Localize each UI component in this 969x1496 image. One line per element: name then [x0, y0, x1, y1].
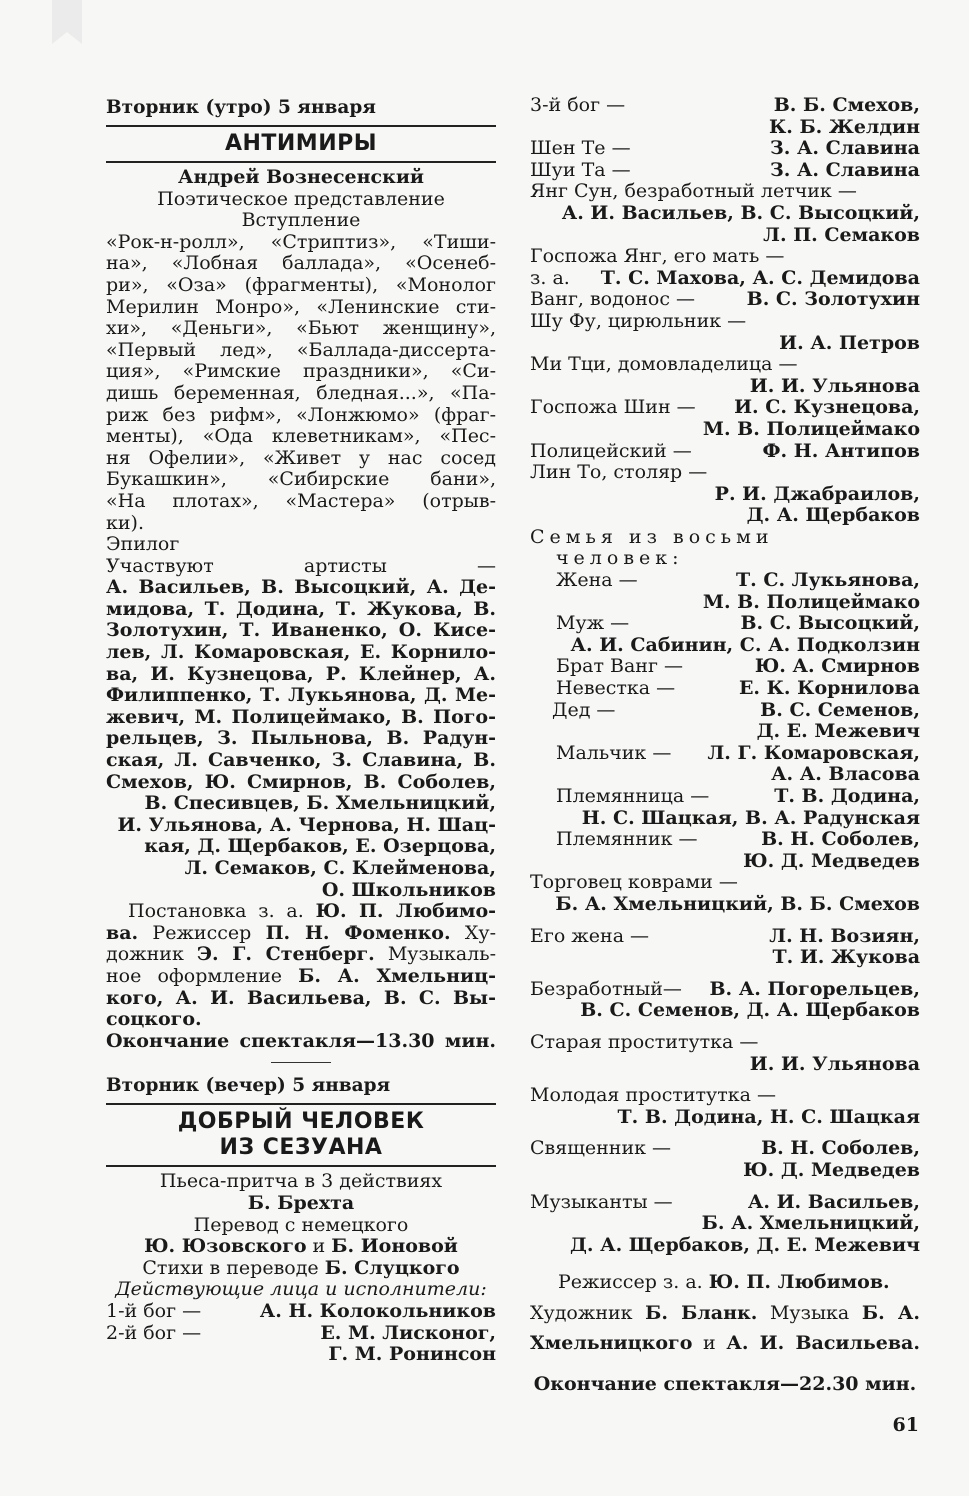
role-name: Дед — [552, 698, 616, 721]
role-actor: В. Н. Соболев, [761, 1137, 920, 1160]
right-cast-list [530, 95, 920, 1272]
poem-program [106, 232, 496, 513]
staging-part: Б. А. Хмельниц- [298, 964, 496, 987]
role-name: Торговец коврами — [530, 871, 738, 894]
play2-end-time: Окончание спектакля—22.30 мин. [533, 1373, 917, 1396]
spacer [530, 1182, 920, 1192]
role-actor: Ю. А. Смирнов [754, 655, 920, 678]
play-title-line1: ДОБРЫЙ ЧЕЛОВЕК [177, 1109, 425, 1135]
cast-line: И. Ульянова, А. Чернова, Н. Шац- [117, 813, 496, 836]
role-actor-cont: К. Б. Желдин [768, 115, 920, 138]
role-row [530, 926, 920, 948]
role-row [530, 289, 920, 311]
staging-part: ное оформление [106, 964, 299, 987]
role-name: Госпожа Янг, его мать — [530, 245, 785, 268]
role-actor-cont: М. В. Полицеймако [702, 590, 920, 613]
translator-2: Б. Ионовой [331, 1235, 458, 1258]
role-row [530, 979, 920, 1001]
credit-part: Хмельницкого [530, 1332, 693, 1355]
cast-line: жевич, М. Полицеймако, В. Пого- [106, 705, 496, 728]
role-row [530, 138, 920, 160]
role-name: 2-й бог — [106, 1321, 202, 1344]
role-name: Ми Тци, домовладелица — [530, 353, 798, 376]
cast-line: Л. Семаков, С. Клейменова, [184, 857, 496, 879]
family-heading: Семья из восьми [530, 525, 774, 548]
cast-line: О. Школьников [321, 878, 496, 901]
role-name: Священник — [530, 1137, 672, 1160]
role-actor: В. Н. Соболев, [761, 828, 920, 851]
role-name: Шен Те — [530, 137, 631, 160]
translator-1: Ю. Юзовского [144, 1235, 307, 1258]
role-name: Племянница — [556, 785, 710, 807]
role-row [530, 743, 920, 765]
play-title-line2: ИЗ СЕЗУАНА [219, 1135, 383, 1161]
credit-part: Б. А. [861, 1301, 920, 1324]
staging-part: Постановка з. а. [128, 900, 316, 923]
role-actors: А. И. Васильев, В. С. Высоцкий, [561, 201, 920, 224]
credit-part: Художник [530, 1301, 646, 1324]
cast-line: ская, Л. Савченко, З. Славина, В. [106, 749, 496, 772]
role-actor: Ф. Н. Антипов [762, 439, 920, 462]
staging-part: кого, А. И. Васильева, В. С. Вы- [106, 986, 496, 1009]
verses-label: Стихи в переводе [142, 1256, 325, 1279]
family-heading: человек: [556, 547, 684, 570]
staging-line [106, 1009, 496, 1031]
play2-translation: Перевод с немецкого [193, 1213, 409, 1236]
role-actors: Б. А. Хмельницкий, В. Б. Смехов [555, 892, 920, 915]
play-title-antimiry: АНТИМИРЫ [224, 131, 378, 156]
role-name: Госпожа Шин — [530, 396, 696, 419]
roles-list [106, 1301, 496, 1344]
cast-line: кая, Д. Щербаков, Е. Озерцова, [144, 835, 496, 858]
verses-translator: Б. Слуцкого [324, 1256, 460, 1279]
role-actor: Т. В. Додина, [774, 785, 920, 807]
program-line: риж без рифм», «Лонжюмо» (фраг- [106, 403, 496, 426]
role-actor-cont: Т. И. Жукова [772, 946, 920, 969]
role-actor: И. С. Кузнецова, [734, 396, 920, 419]
role-row [106, 1323, 496, 1345]
play-genre: Поэтическое представление [157, 187, 445, 210]
epilogue: Эпилог [106, 533, 180, 556]
role-row [530, 656, 920, 678]
program-line: ция», «Римские праздники», «Си- [106, 360, 496, 383]
role-name: Муж — [556, 612, 630, 635]
page-number: 61 [892, 1414, 919, 1436]
role-row [530, 829, 920, 851]
role-actor-cont: И. И. Ульянова [749, 374, 920, 397]
role-row [530, 613, 920, 635]
cast-line: А. Васильев, В. Высоцкий, А. Де- [106, 576, 496, 599]
role-row [530, 678, 920, 700]
program-line: хи», «Деньги», «Бьют женщину», [106, 317, 496, 340]
role-name: Жена — [556, 569, 638, 592]
credit-line [530, 1272, 920, 1294]
role-row [530, 95, 920, 117]
role-actor: З. А. Славина [770, 137, 920, 160]
staging-part: ва. [106, 921, 139, 944]
staging-part: П. Н. Фоменко. [265, 921, 451, 944]
role-actor-cont: Г. М. Ронинсон [328, 1343, 496, 1366]
role-actor-cont: Б. А. Хмельницкий, [701, 1212, 920, 1235]
role-actor-cont: Л. П. Семаков [763, 223, 920, 246]
role-actor-cont: Д. Е. Межевич [756, 720, 920, 743]
role-actor: Т. С. Махова, А. С. Демидова [600, 266, 920, 289]
role-name: Шуи Та — [530, 158, 631, 181]
staging-part: Ху- [450, 921, 496, 944]
cast-intro: Участвуют артисты — [106, 554, 496, 577]
role-actor: В. Б. Смехов, [773, 94, 920, 116]
program-line: «Первый лед», «Баллада-диссерта- [106, 338, 496, 361]
play2-verses [106, 1258, 496, 1280]
divider [106, 1165, 496, 1167]
program-line: дишь беременная, бледная...», «Па- [106, 381, 496, 404]
role-actor: Е. М. Лисконог, [320, 1321, 496, 1344]
role-name: Музыканты — [530, 1190, 673, 1213]
credit-part: Музыка [757, 1301, 862, 1324]
divider [106, 1103, 496, 1105]
day-heading-evening: Вторник (вечер) 5 января [106, 1075, 391, 1097]
day-heading-morning: Вторник (утро) 5 января [106, 97, 376, 118]
role-actor-cont: М. В. Полицеймако [702, 417, 920, 440]
role-actors: А. И. Сабинин, С. А. Подколзин [570, 633, 920, 656]
credit-part: Режиссер з. а. [558, 1271, 709, 1294]
bookmark-icon[interactable] [52, 0, 82, 44]
role-name: Старая проститутка — [530, 1030, 759, 1053]
credit-line [530, 1303, 920, 1325]
role-name: Шу Фу, цирюльник — [530, 309, 747, 332]
role-actor: В. С. Золотухин [746, 288, 920, 311]
role-actor-cont: Р. И. Джабраилов, [714, 482, 920, 505]
role-row [530, 570, 920, 592]
staging-line [106, 901, 496, 923]
play-end-time: Окончание спектакля—13.30 мин. [106, 1029, 496, 1052]
role-name: Янг Сун, безработный летчик — [530, 180, 857, 203]
role-row [530, 786, 920, 808]
role-row [530, 1192, 920, 1214]
credit-part: и [692, 1332, 727, 1355]
role-actor-cont: А. А. Власова [771, 763, 920, 786]
role-name: Брат Ванг — [556, 655, 683, 678]
credit-part: Б. Бланк. [645, 1301, 758, 1324]
right-column [530, 95, 920, 1396]
role-actor: Т. С. Лукьянова, [735, 569, 920, 592]
role-row [530, 160, 920, 182]
role-actor: Л. Г. Комаровская, [707, 741, 920, 764]
role-actor-cont: И. И. Ульянова [749, 1052, 920, 1075]
staging-part: Режиссер [138, 921, 266, 944]
role-name: Его жена — [530, 924, 650, 947]
staging-part: Э. Г. Стенберг. [196, 943, 375, 966]
program-line: ри», «Оза» (фрагменты), «Монолог [106, 273, 496, 296]
role-row [106, 1301, 496, 1323]
role-actor-cont: Ю. Д. Медведев [743, 849, 920, 872]
role-actors: Н. С. Шацкая, В. А. Радунская [581, 806, 920, 829]
role-name: Мальчик — [556, 741, 672, 764]
program-line: ня Офелии», «Живет у нас сосед [106, 446, 496, 469]
cast-list [106, 577, 496, 793]
program-line: «На плотах», «Мастера» (отрыв- [106, 489, 496, 512]
cast-line: Филиппенко, Т. Лукьянова, Д. Ме- [106, 684, 496, 707]
and-word: и [306, 1235, 332, 1258]
play2-credits [530, 1272, 920, 1355]
role-actor: В. С. Высоцкий, [740, 612, 920, 635]
role-actor-cont: В. С. Семенов, Д. А. Щербаков [580, 999, 920, 1022]
staging-line [106, 923, 496, 945]
program-line: Мерилин Монро», «Ленинские сти- [106, 295, 496, 318]
role-name: Невестка — [556, 677, 676, 700]
staging-part: соцкого. [106, 1008, 202, 1031]
spacer [530, 1256, 920, 1272]
role-name: Племянник — [556, 828, 698, 851]
role-row [530, 1138, 920, 1160]
staging-line [106, 966, 496, 988]
role-actor: Е. К. Корнилова [738, 677, 920, 700]
role-actor: З. А. Славина [770, 158, 920, 181]
play2-translators [106, 1236, 496, 1258]
role-actor-cont: Т. В. Додина, Н. С. Шацкая [617, 1105, 920, 1128]
cast-line: Смехов, Ю. Смирнов, В. Соболев, [106, 770, 496, 793]
play-author: Андрей Вознесенский [177, 166, 425, 188]
role-actor-cont: Ю. Д. Медведев [743, 1158, 920, 1181]
staging-line [106, 944, 496, 966]
role-name: Безработный— [530, 977, 682, 1000]
program-line: Букашкин», «Сибирские бани», [106, 468, 496, 491]
program-end: ки). [106, 511, 144, 534]
divider [106, 125, 496, 127]
role-actor: В. А. Погорельцев, [709, 977, 920, 1000]
role-actor: В. С. Семенов, [760, 698, 920, 721]
cast-line: рельцев, З. Пыльнова, В. Радун- [106, 727, 496, 750]
role-row [530, 397, 920, 419]
cast-line: ва, И. Кузнецова, Р. Клейнер, А. [106, 662, 496, 685]
program-line: «Рок-н-ролл», «Стриптиз», «Тиши- [106, 230, 496, 253]
staging-part: дожник [106, 943, 197, 966]
play-intro: Вступление [241, 209, 361, 232]
role-actor: А. И. Васильев, [747, 1190, 920, 1213]
cast-line: Золотухин, Т. Иваненко, О. Кисе- [106, 619, 496, 642]
role-name: 3-й бог — [530, 94, 626, 116]
staging-line [106, 988, 496, 1010]
role-name: Молодая проститутка — [530, 1084, 776, 1107]
credit-part: Ю. П. Любимов. [708, 1271, 890, 1294]
role-name: Ванг, водонос — [530, 288, 696, 311]
role-actor-cont: Д. А. Щербаков, Д. Е. Межевич [569, 1233, 920, 1256]
cast-heading: Действующие лица и исполнители: [115, 1278, 487, 1301]
cast-list-cont [106, 793, 496, 901]
cast-line: В. Спесивцев, Б. Хмельницкий, [144, 792, 496, 815]
role-row [530, 700, 920, 722]
separator [271, 1062, 331, 1063]
left-column [106, 95, 496, 1366]
role-name: Полицейский — [530, 439, 692, 462]
program-line: менты), «Ода клеветникам», «Пес- [106, 425, 496, 448]
role-prefix: з. а. [530, 266, 570, 289]
play2-author: Б. Брехта [247, 1191, 355, 1214]
staging-part: Ю. П. Любимо- [315, 900, 497, 923]
cast-line: мидова, Т. Додина, Т. Жукова, В. [106, 597, 496, 620]
divider [106, 161, 496, 163]
role-actor-cont: И. А. Петров [779, 331, 920, 354]
cast-line: лев, Л. Комаровская, Е. Корнило- [106, 641, 496, 664]
role-actor: А. Н. Колокольников [259, 1299, 496, 1322]
staging-credits [106, 901, 496, 1031]
role-name: Лин То, столяр — [530, 461, 708, 484]
role-actor-cont: Д. А. Щербаков [746, 504, 920, 527]
staging-part: Музыкаль- [374, 943, 497, 966]
credit-part: А. И. Васильева. [726, 1332, 920, 1355]
play2-genre: Пьеса-притча в 3 действиях [159, 1170, 443, 1193]
program-line: на», «Лобная баллада», «Осенеб- [106, 252, 496, 275]
credit-line [530, 1333, 920, 1355]
role-name: 1-й бог — [106, 1299, 202, 1322]
role-actor: Л. Н. Возиян, [769, 924, 920, 947]
role-row [530, 268, 920, 290]
role-row [530, 441, 920, 463]
